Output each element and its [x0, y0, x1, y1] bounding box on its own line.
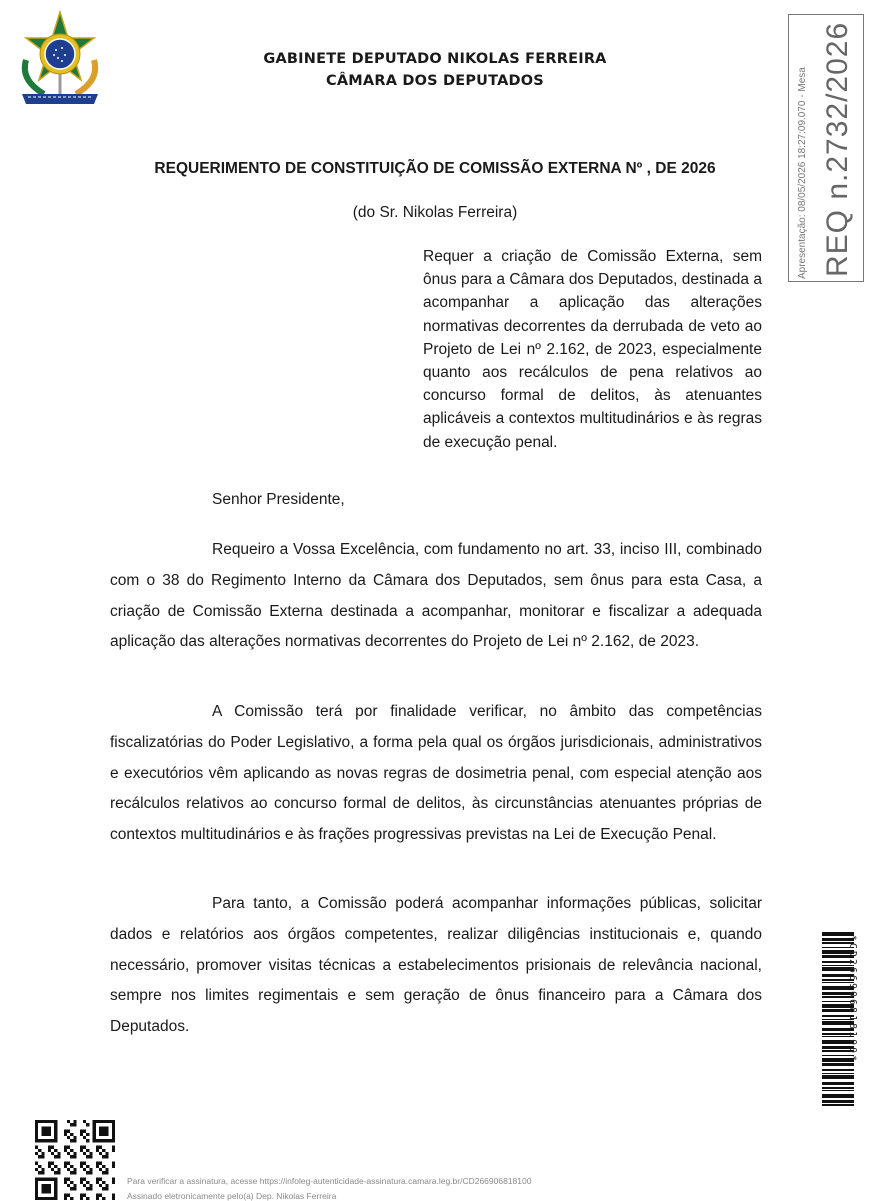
header-office: GABINETE DEPUTADO NIKOLAS FERREIRA: [263, 51, 607, 67]
brazil-coat-of-arms-icon: [14, 8, 106, 108]
protocol-stamp: [788, 14, 864, 282]
document-author: (do Sr. Nikolas Ferreira): [352, 204, 518, 221]
signature-text: Assinado eletronicamente pelo(a) Dep. Nikolas Ferreira: [127, 1191, 337, 1201]
ementa-summary: Requer a criação de Comissão Externa, sem ônus para a Câmara dos Deputados, destinada a acompanhar a aplicação das alterações normativas decorrentes da derrubada de veto ao Projeto de Lei nº 2.162, de 2023, especialmente quanto aos recálculos de pena relativos ao concurso formal de delitos, às atenuantes aplicáveis a contextos multitudinários e às regras de execução penal.: [423, 248, 762, 451]
header-chamber: CÂMARA DOS DEPUTADOS: [326, 73, 544, 89]
request-number: REQ n.2732/2026: [821, 21, 854, 277]
body-paragraph-3: Para tanto, a Comissão poderá acompanhar informações públicas, solicitar dados e relatórios aos órgãos competentes, realizar diligências institucionais e, quando necessário, promover visitas técnicas a estabelecimentos prisionais de relevância nacional, sempre nos limites regimentais e sem geração de ônus financeiro para a Câmara dos Deputados.: [110, 895, 762, 1036]
qr-code-icon[interactable]: [35, 1120, 115, 1200]
body-paragraph-2: A Comissão terá por finalidade verificar, no âmbito das competências fiscalizatórias do Poder Legislativo, a forma pela qual os órgãos jurisdicionais, administrativos e executórios vêm aplicando as novas regras de dosimetria penal, com especial atenção aos recálculos relativos ao concurso formal de delitos, às circunstâncias atenuantes próprias de contextos multitudinários e às frações progressivas previstas na Lei de Execução Penal.: [110, 703, 762, 844]
presentation-date: Apresentação: 08/05/2026 18:27:09.070 - Mesa: [797, 67, 808, 279]
barcode-text: *CD266906818100*: [847, 935, 858, 1064]
document-title: REQUERIMENTO DE CONSTITUIÇÃO DE COMISSÃO EXTERNA Nº , DE 2026: [154, 160, 716, 177]
salutation: Senhor Presidente,: [212, 491, 345, 508]
body-paragraph-1: Requeiro a Vossa Excelência, com fundamento no art. 33, inciso III, combinado com o 38 do Regimento Interno da Câmara dos Deputados, sem ônus para esta Casa, a criação de Comissão Externa destinada a acompanhar, monitorar e fiscalizar a adequada aplicação das alterações normativas decorrentes do Projeto de Lei nº 2.162, de 2023.: [110, 541, 762, 651]
verification-link-text[interactable]: Para verificar a assinatura, acesse https://infoleg-autenticidade-assinatura.camara.leg.br/CD266906818100: [127, 1176, 532, 1186]
